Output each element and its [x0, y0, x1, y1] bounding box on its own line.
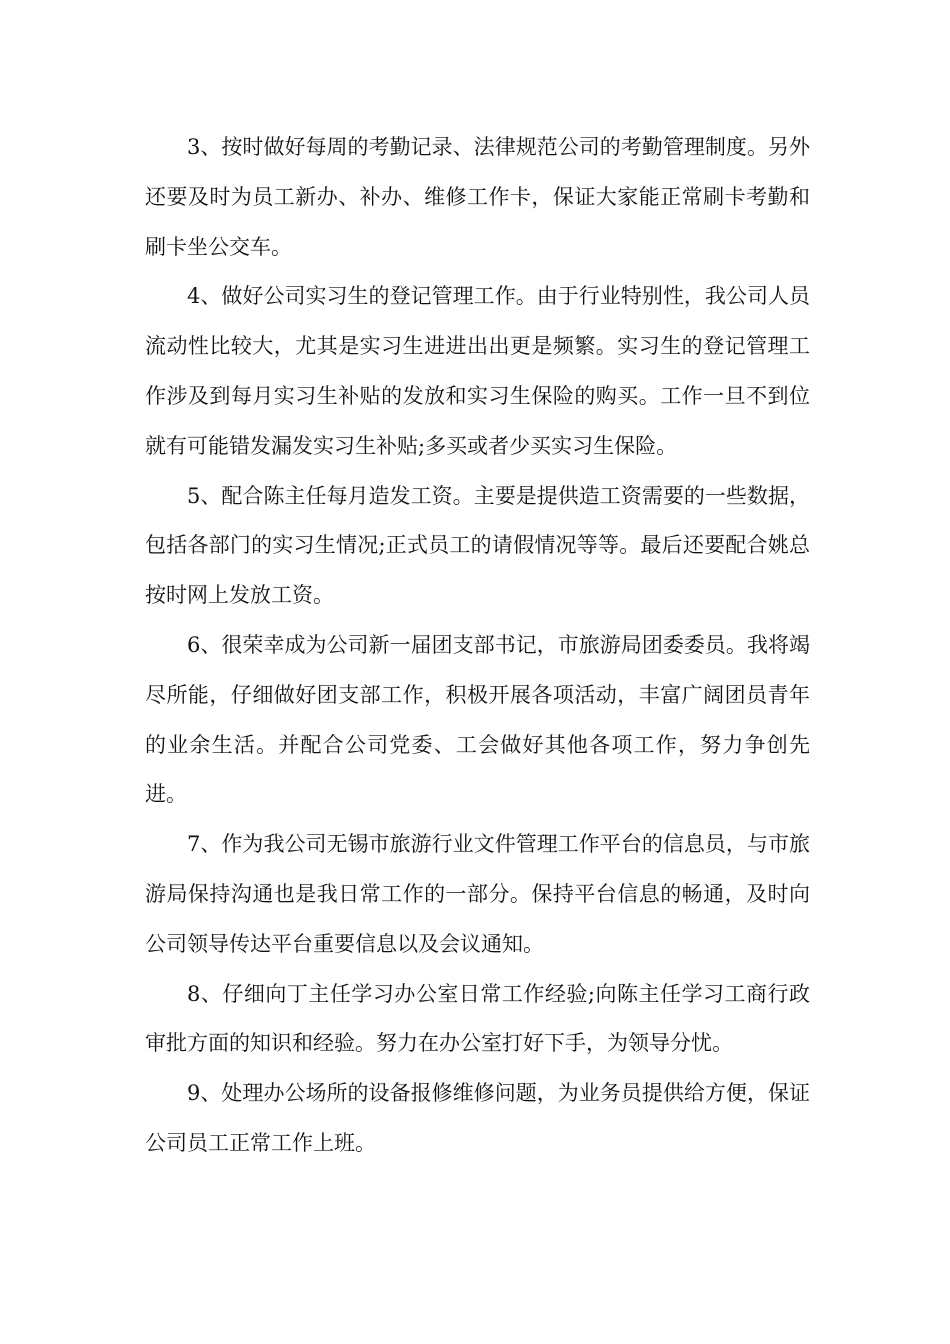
paragraph-item-5: 5、配合陈主任每月造发工资。主要是提供造工资需要的一些数据，包括各部门的实习生情况;正式员工的请假情况等等。最后还要配合姚总按时网上发放工资。 — [145, 483, 810, 608]
paragraph-item-6: 6、很荣幸成为公司新一届团支部书记，市旅游局团委委员。我将竭尽所能，仔细做好团支部工作，积极开展各项活动，丰富广阔团员青年的业余生活。并配合公司党委、工会做好其他各项工作，努力争创先进。 — [145, 632, 810, 807]
paragraph-item-3: 3、按时做好每周的考勤记录、法律规范公司的考勤管理制度。另外还要及时为员工新办、补办、维修工作卡，保证大家能正常刷卡考勤和刷卡坐公交车。 — [145, 135, 810, 259]
paragraph-item-7: 7、作为我公司无锡市旅游行业文件管理工作平台的信息员，与市旅游局保持沟通也是我日常工作的一部分。保持平台信息的畅通，及时向公司领导传达平台重要信息以及会议通知。 — [145, 832, 810, 956]
paragraph-item-8: 8、仔细向丁主任学习办公室日常工作经验;向陈主任学习工商行政审批方面的知识和经验。努力在办公室打好下手，为领导分忧。 — [145, 981, 810, 1056]
document-body — [145, 123, 810, 1169]
paragraph-item-9: 9、处理办公场所的设备报修维修问题，为业务员提供给方便，保证公司员工正常工作上班。 — [145, 1081, 810, 1155]
paragraph-item-4: 4、做好公司实习生的登记管理工作。由于行业特别性，我公司人员流动性比较大，尤其是实习生进进出出更是频繁。实习生的登记管理工作涉及到每月实习生补贴的发放和实习生保险的购买。工作一旦不到位就有可能错发漏发实习生补贴;多买或者少买实习生保险。 — [145, 284, 810, 458]
